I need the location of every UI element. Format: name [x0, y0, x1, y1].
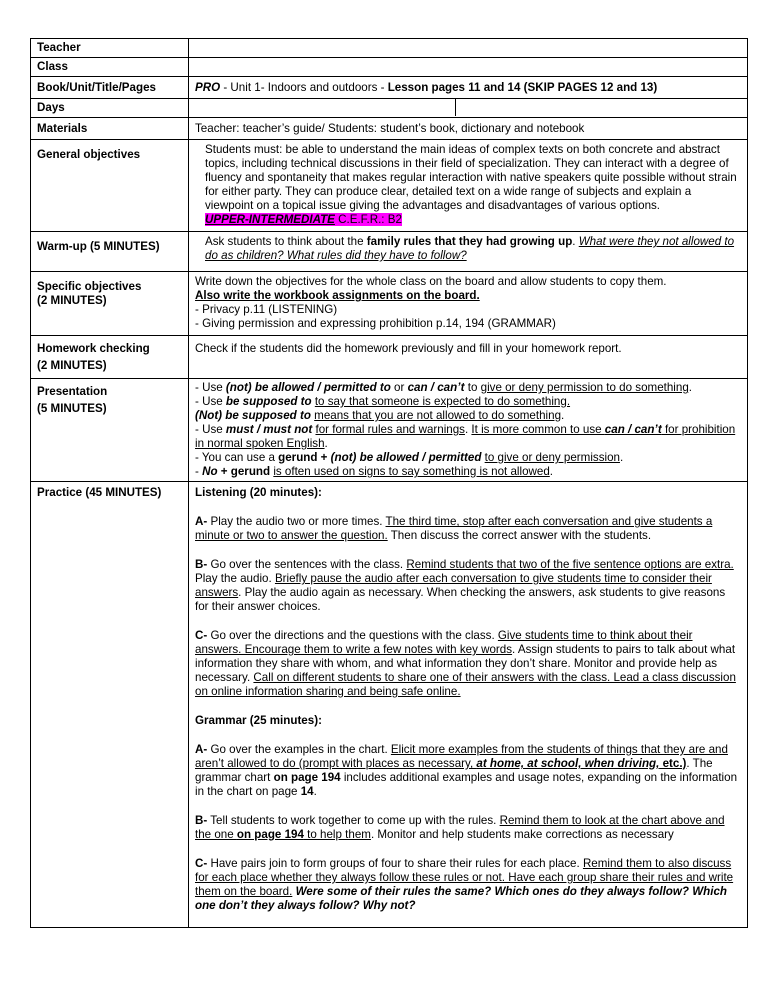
general-row	[31, 140, 748, 232]
presentation-row	[31, 379, 748, 482]
grammar-c: C- Have pairs join to form groups of four to share their rules for each place. Remind them to also discuss for each place whether they always follow these rules or not. Have each group share their rules and write them on the board. Were some of their rules the same? Which ones do they always follow? Which one don’t they always follow? Why not?	[195, 857, 734, 912]
warmup-a: Ask students to think about the	[205, 235, 367, 248]
homework-label-2: (2 MINUTES)	[37, 359, 107, 372]
book-unit: - Unit 1- Indoors and outdoors -	[220, 81, 388, 94]
materials-label: Materials	[31, 118, 189, 140]
specific-value	[189, 272, 748, 336]
listening-b: B- Go over the sentences with the class. Remind students that two of the five sentence options are extra. Play the audio. Briefly pause the audio after each conversation to give students time to consider their answers. Play the audio again as necessary. When checking the answers, ask students to give reasons for their answer choices.	[195, 558, 734, 613]
specific-label-1: Specific objectives	[37, 280, 142, 293]
warmup-value	[189, 232, 748, 272]
presentation-line-5: - You can use a gerund + (not) be allowed / permitted to give or deny permission.	[195, 451, 624, 464]
presentation-label	[31, 379, 189, 482]
homework-label-1: Homework checking	[37, 342, 150, 355]
days-value	[189, 99, 748, 118]
specific-line-1: Write down the objectives for the whole class on the board and allow students to copy them.	[195, 275, 667, 288]
materials-row	[31, 118, 748, 140]
days-row	[31, 99, 748, 118]
class-row	[31, 58, 748, 77]
specific-line-3: - Privacy p.11 (LISTENING)	[195, 303, 338, 316]
level-badge: UPPER-INTERMEDIATE	[205, 213, 335, 226]
materials-value: Teacher: teacher’s guide/ Students: student’s book, dictionary and notebook	[189, 118, 748, 140]
general-value	[189, 140, 748, 232]
warmup-c: .	[572, 235, 579, 248]
presentation-label-2: (5 MINUTES)	[37, 402, 107, 415]
grammar-b: B- Tell students to work together to come up with the rules. Remind them to look at the chart above and the one on page 194 to help them. Monitor and help students make corrections as necessary	[195, 814, 725, 841]
book-row	[31, 77, 748, 99]
listening-c: C- Go over the directions and the questions with the class. Give students time to think about their answers. Encourage them to write a few notes with key words. Assign students to pairs to talk about what information they share with whom, and what information they don’t share. Monitor and provide help as necessary. Call on different students to share one of their answers with the class. Lead a class discussion on online information sharing and being safe online.	[195, 629, 736, 698]
teacher-value[interactable]	[189, 39, 748, 58]
specific-label	[31, 272, 189, 336]
presentation-line-1: - Use (not) be allowed / permitted to or can / can’t to give or deny permission to do something.	[195, 381, 693, 394]
presentation-value	[189, 379, 748, 482]
practice-label: Practice (45 MINUTES)	[31, 482, 189, 928]
teacher-row	[31, 39, 748, 58]
general-level-line	[205, 213, 741, 227]
specific-label-2: (2 MINUTES)	[37, 294, 107, 307]
days-cell-2[interactable]	[456, 99, 747, 116]
homework-row	[31, 336, 748, 379]
specific-line-4: - Giving permission and expressing prohibition p.14, 194 (GRAMMAR)	[195, 317, 556, 330]
specific-row	[31, 272, 748, 336]
class-label: Class	[31, 58, 189, 77]
general-label: General objectives	[31, 140, 189, 232]
teacher-label: Teacher	[31, 39, 189, 58]
warmup-row	[31, 232, 748, 272]
warmup-label: Warm-up (5 MINUTES)	[31, 232, 189, 272]
book-value	[189, 77, 748, 99]
practice-row	[31, 482, 748, 928]
grammar-a: A- Go over the examples in the chart. Elicit more examples from the students of things that they are and aren’t allowed to do (prompt with places as necessary, at home, at school, when driving, etc.). The grammar chart on page 194 includes additional examples and usage notes, expanding on the information in the chart on page 14.	[195, 743, 738, 798]
book-label: Book/Unit/Title/Pages	[31, 77, 189, 99]
lesson-plan-table	[30, 38, 748, 928]
homework-value: Check if the students did the homework previously and fill in your homework report.	[189, 336, 748, 379]
presentation-line-3: (Not) be supposed to means that you are not allowed to do something.	[195, 409, 565, 422]
presentation-line-4: - Use must / must not for formal rules and warnings. It is more common to use can / can’t for prohibition in normal spoken English.	[195, 423, 736, 450]
presentation-label-1: Presentation	[37, 385, 108, 398]
class-value[interactable]	[189, 58, 748, 77]
cefr-badge: C.E.F.R.: B2	[334, 213, 402, 226]
presentation-line-2: - Use be supposed to to say that someone is expected to do something.	[195, 395, 571, 408]
listening-a: A- Play the audio two or more times. The third time, stop after each conversation and give students a minute or two to answer the question. Then discuss the correct answer with the students.	[195, 515, 713, 542]
days-cell-1[interactable]	[189, 99, 456, 116]
book-pro: PRO	[195, 81, 221, 94]
days-split	[189, 99, 747, 116]
practice-value	[189, 482, 748, 928]
warmup-b: family rules that they had growing up	[366, 235, 573, 248]
general-text: Students must: be able to understand the main ideas of complex texts on both concrete and abstract topics, including technical discussions in their field of specialization. They can interact with a degree of fluency and spontaneity that makes regular interaction with native speakers quite possible without strain for either party. They can produce clear, detailed text on a wide range of subjects and explain a viewpoint on a topical issue giving the advantages and disadvantages of various options.	[205, 143, 737, 212]
specific-line-2: Also write the workbook assignments on the board.	[195, 289, 480, 302]
grammar-title: Grammar (25 minutes):	[195, 714, 322, 727]
homework-label	[31, 336, 189, 379]
warmup-d: What were they not allowed to do as children? What rules did they have to follow?	[205, 235, 735, 262]
presentation-line-6: - No + gerund is often used on signs to say something is not allowed.	[195, 465, 554, 478]
listening-title: Listening (20 minutes):	[195, 486, 322, 499]
days-label: Days	[31, 99, 189, 118]
book-pages: Lesson pages 11 and 14 (SKIP PAGES 12 and 13)	[387, 81, 658, 94]
